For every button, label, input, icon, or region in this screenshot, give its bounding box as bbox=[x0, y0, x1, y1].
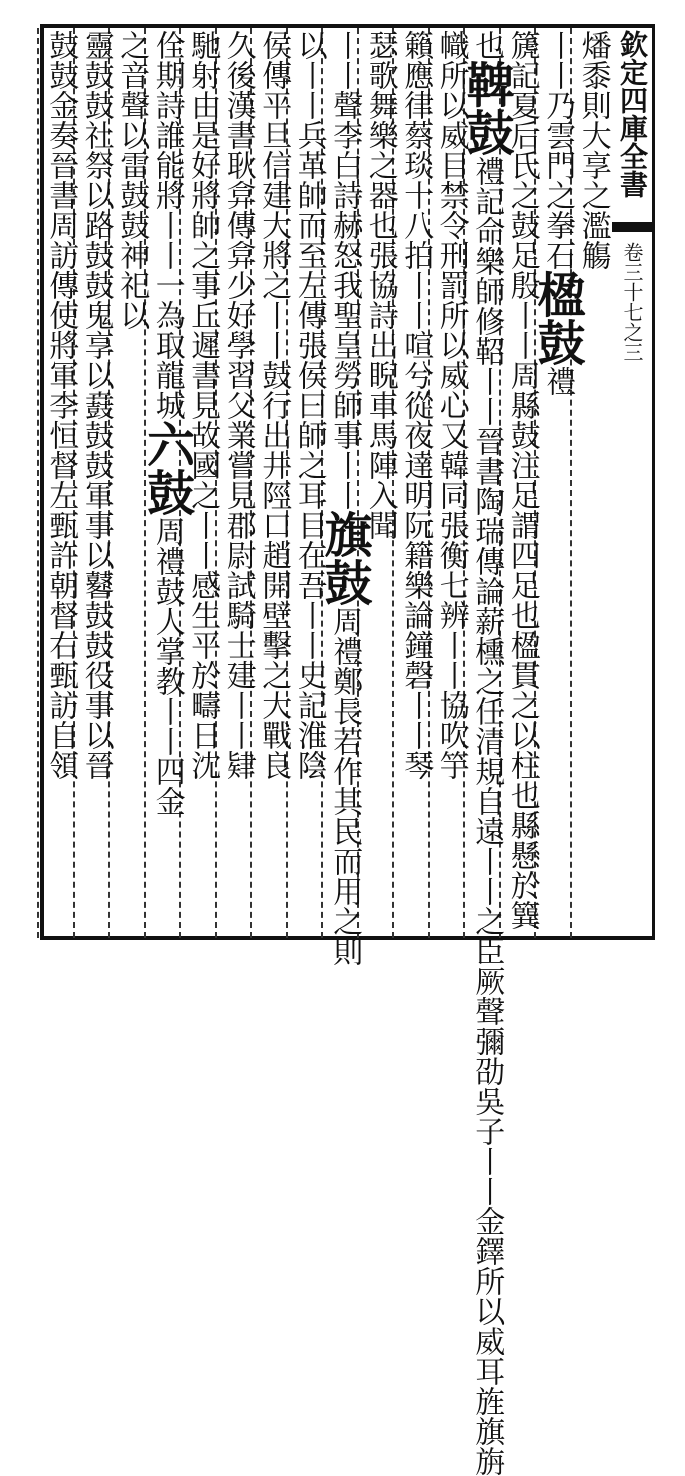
column-text-continued: 周禮鄭長若作其民而用之則 bbox=[327, 606, 363, 966]
column-text: 丨丨聲李白詩赫怒我聖皇勞師事丨丨 bbox=[327, 30, 363, 510]
column-text-continued: 禮記命樂師修鞀丨丨晉書陶瑞傳論薪櫄之任清規自遠丨丨之臣厥聲彌劭吳子丨丨金鐸所以威耳旌旗旃 bbox=[469, 156, 505, 1476]
margin-column bbox=[610, 24, 654, 940]
column-text: 馳射由是好將帥之事丘遲書見故國之丨丨感生平於疇日沈 bbox=[185, 30, 221, 780]
column-text-continued: 周禮鼓人掌教丨丨四金 bbox=[149, 516, 185, 816]
column-text: 瑟歌舞樂之器也張協詩出睨車馬陣入聞 bbox=[362, 30, 398, 540]
column-rule bbox=[37, 28, 39, 938]
column-text-continued: 禮 bbox=[540, 366, 576, 396]
column-text: 籟應律蔡琰十八拍丨丨喧兮從夜達明阮籍樂論鐘磬丨丨琴 bbox=[398, 30, 434, 780]
entry-heading: 六鼓 bbox=[138, 420, 195, 516]
column-text-continued: 記夏后氏之鼓足殷丨丨周縣鼓注足謂四足也楹貫之以柱也縣懸於簨 bbox=[504, 60, 540, 930]
column-text: 靈鼓鼓社祭以路鼓鼓鬼享以鼖鼓鼓軍事以鼛鼓鼓役事以晉 bbox=[78, 30, 114, 780]
column-text: 佺期詩誰能將丨丨一為取龍城 bbox=[149, 30, 185, 420]
column-text: 丨丨乃雲門之拳石 bbox=[540, 30, 576, 270]
column-text: 久後漢書耿弇傳弇少好學習父業嘗見郡尉試騎士建丨丨肄 bbox=[220, 30, 256, 780]
book-title: 欽定四庫全書 bbox=[616, 30, 649, 198]
column-text: 侯傳平旦信建大將之丨丨鼓行出井陘口趙開壁擊之大戰良 bbox=[256, 30, 292, 780]
column-text: 燔黍則大享之濫觴 bbox=[575, 30, 611, 270]
column-text: 幟所以威目禁令刑罰所以威心又韓同張衡七辨丨丨協吹竽 bbox=[433, 30, 469, 780]
text-column bbox=[38, 30, 82, 935]
entry-heading: 旗鼓 bbox=[316, 510, 372, 606]
column-text: 也 bbox=[469, 30, 505, 60]
column-text: 鼓鼓金奏晉書周訪傳使將軍李恒督左甄許朝督右甄訪自領 bbox=[43, 30, 79, 780]
column-text: 篪 bbox=[504, 30, 540, 60]
fish-tail-mark bbox=[612, 222, 652, 232]
entry-heading: 楹鼓 bbox=[529, 270, 585, 366]
page-right-border bbox=[652, 24, 655, 940]
column-text: 之音聲以雷鼓鼓神祀以 bbox=[114, 30, 150, 330]
column-text: 以丨丨兵革帥而至左傳張侯曰師之耳目在吾丨丨史記淮陰 bbox=[291, 30, 327, 780]
volume-label: 卷三十七之三 bbox=[620, 242, 644, 362]
entry-heading: 鞞鼓 bbox=[458, 60, 514, 156]
